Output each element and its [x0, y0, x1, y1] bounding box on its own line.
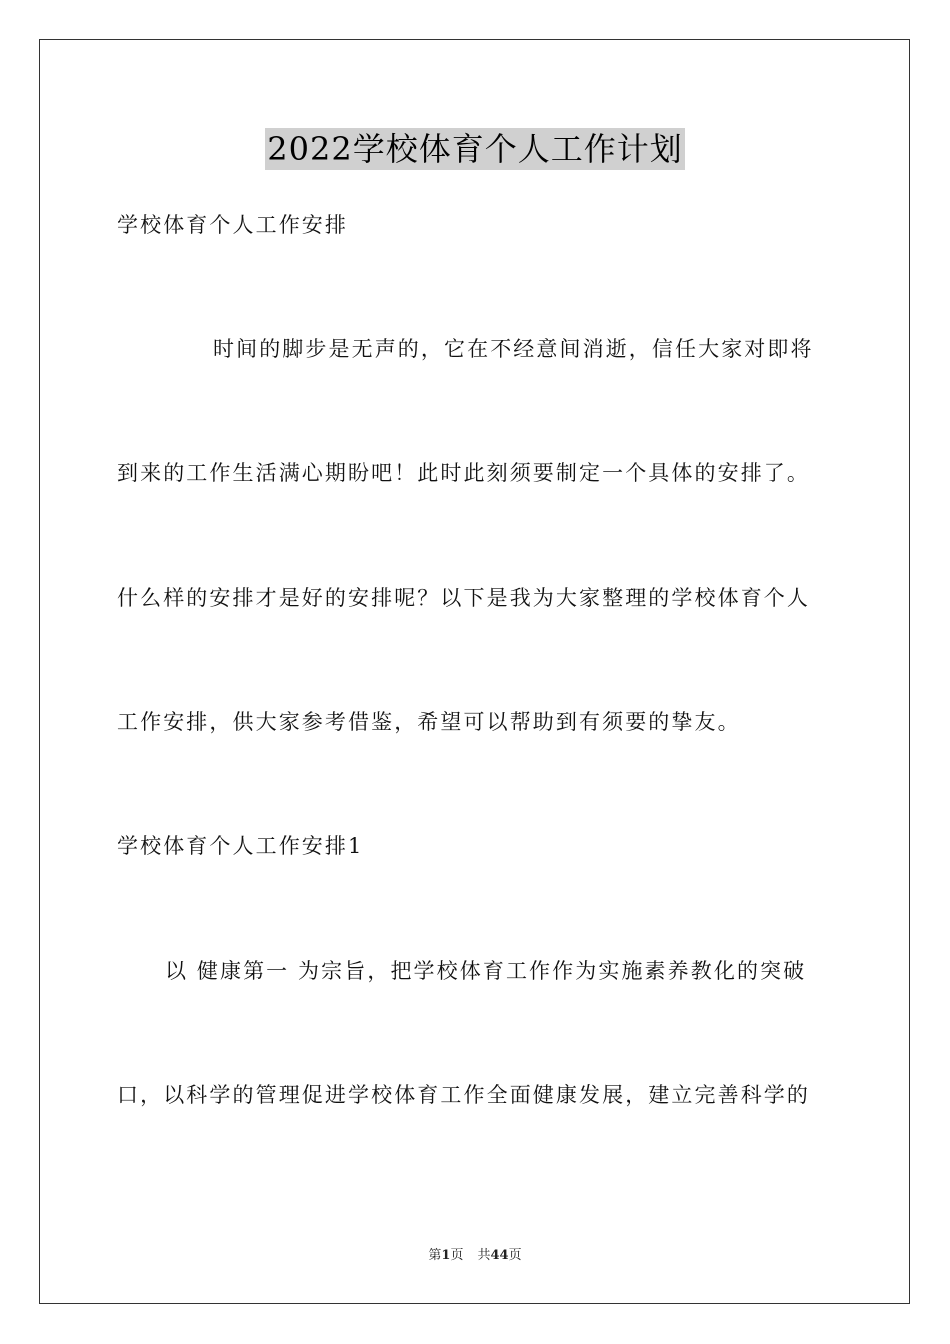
- subtitle: 学校体育个人工作安排: [117, 213, 348, 237]
- page-prefix: 第: [428, 1248, 442, 1263]
- paragraph-line: 以 健康第一 为宗旨，把学校体育工作作为实施素养教化的突破: [165, 959, 807, 983]
- document-title: 2022学校体育个人工作计划: [267, 130, 683, 168]
- paragraph-line: 口，以科学的管理促进学校体育工作全面健康发展，建立完善科学的: [117, 1083, 810, 1107]
- total-pages: 44: [490, 1248, 509, 1263]
- page-suffix: 页: [450, 1248, 464, 1263]
- paragraph-line: 工作安排，供大家参考借鉴，希望可以帮助到有须要的挚友。: [117, 710, 741, 734]
- paragraph-line: 时间的脚步是无声的，它在不经意间消逝，信任大家对即将: [213, 337, 814, 361]
- total-suffix: 页: [508, 1248, 522, 1263]
- paragraph-line: 什么样的安排才是好的安排呢？以下是我为大家整理的学校体育个人: [117, 586, 810, 610]
- page-number: 1: [441, 1248, 451, 1263]
- total-prefix: 共: [477, 1248, 491, 1263]
- section-heading: 学校体育个人工作安排1: [117, 834, 364, 858]
- title-container: [0, 128, 950, 170]
- page-footer: [0, 1247, 950, 1265]
- paragraph-line: 到来的工作生活满心期盼吧！此时此刻须要制定一个具体的安排了。: [117, 461, 810, 485]
